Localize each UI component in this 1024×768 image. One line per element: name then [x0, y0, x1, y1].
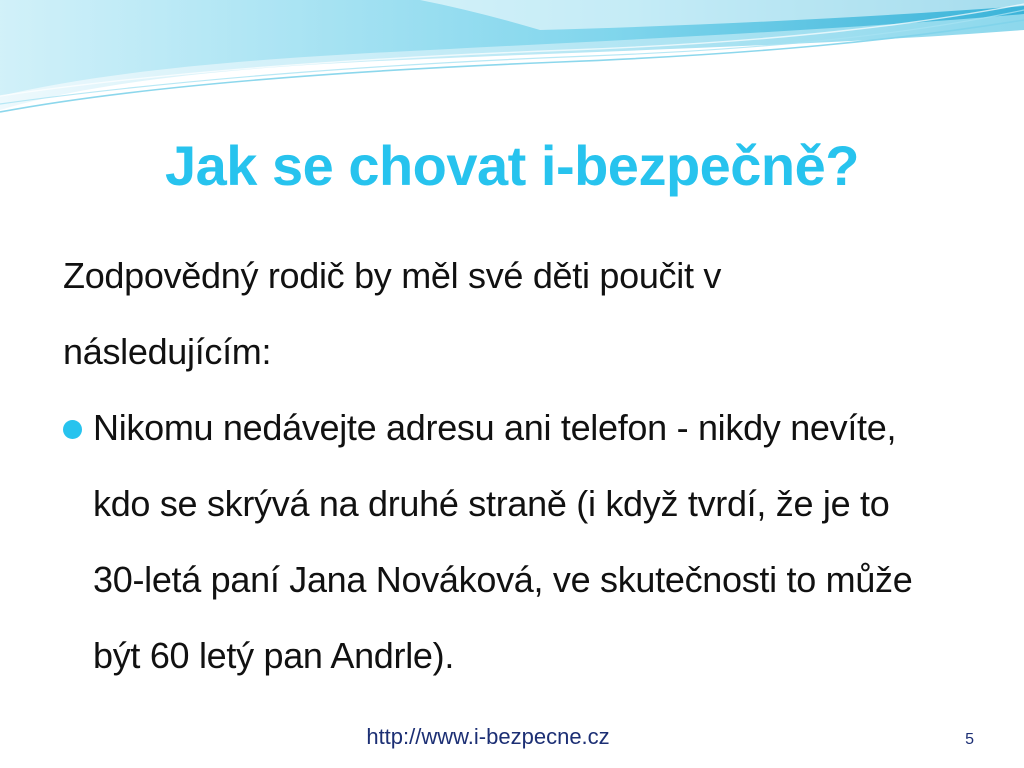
slide-body: [63, 238, 963, 694]
bullet-dot-icon: [63, 420, 82, 439]
footer-url[interactable]: http://www.i-bezpecne.cz: [366, 724, 610, 749]
bullet-item: [63, 390, 923, 694]
header-wave-decoration: [0, 0, 1024, 130]
bullet-text: Nikomu nedávejte adresu ani telefon - nikdy nevíte, kdo se skrývá na druhé straně (i když tvrdí, že je to 30-letá paní Jana Nováková, ve skutečnosti to může být 60 letý pan Andrle).: [93, 407, 913, 676]
slide-title: Jak se chovat i-bezpečně?: [164, 134, 859, 197]
page-number: 5: [965, 731, 974, 748]
bullet-list: [63, 390, 963, 694]
intro-paragraph: Zodpovědný rodič by měl své děti poučit v následujícím:: [63, 255, 722, 372]
